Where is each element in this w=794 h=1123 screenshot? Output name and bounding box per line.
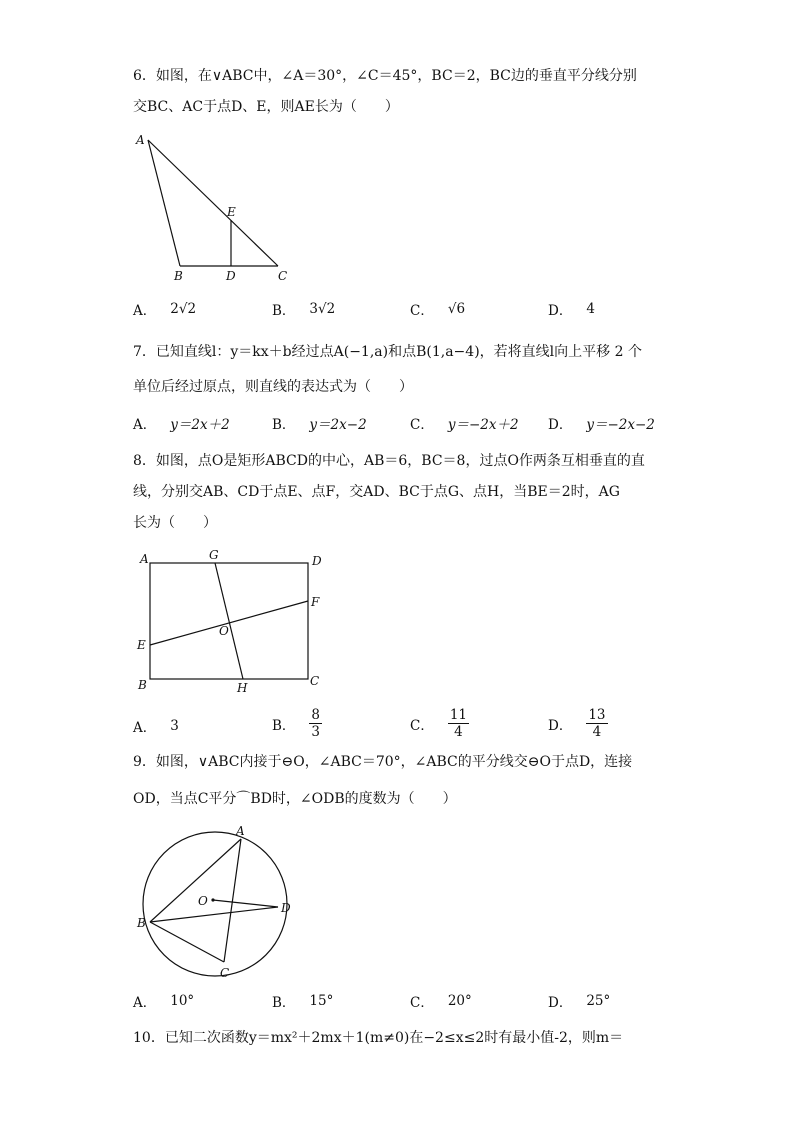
fraction: $\frac{11}{4}$ <box>449 707 468 740</box>
fraction: $\frac{13}{4}$ <box>588 707 606 740</box>
q6-option-b[interactable]: B． 3√2 <box>272 301 336 319</box>
q9-stem-line1: 9．如图，∨ABC内接于⊖O，∠ABC＝70°，∠ABC的平分线交⊖O于点D，连接 <box>133 754 633 770</box>
q6-option-c[interactable]: C． √6 <box>410 301 466 319</box>
q7-option-d[interactable]: D． y＝−2x−2 <box>548 417 655 433</box>
q8-stem-line3: 长为（ ） <box>133 515 217 531</box>
q6-stem-line2: 交BC、AC于点D、E，则AE长为（ ） <box>133 99 399 115</box>
q6-label-a: A <box>136 133 145 147</box>
q9-option-b[interactable]: B． 15° <box>272 993 334 1011</box>
q6-label-c: C <box>278 269 288 283</box>
q9-label-d: D <box>281 901 291 915</box>
q9-stem-line2: OD，当点C平分⌒BD时，∠ODB的度数为（ ） <box>133 791 457 807</box>
q7-stem-line2: 单位后经过原点，则直线的表达式为（ ） <box>133 379 413 395</box>
q7-option-c[interactable]: C． y＝−2x＋2 <box>410 417 519 433</box>
q8-label-a: A <box>140 552 149 566</box>
q8-rectangle-figure <box>130 548 330 698</box>
q8-option-d[interactable]: D． $\frac{13}{4}$ <box>548 707 606 740</box>
q7-option-b[interactable]: B． y＝2x−2 <box>272 417 367 433</box>
q8-option-c[interactable]: C． $\frac{11}{4}$ <box>410 707 468 740</box>
q9-label-a: A <box>236 824 245 838</box>
fraction: $\frac{8}{3}$ <box>311 707 321 740</box>
q6-options <box>133 299 693 323</box>
q6-stem-line1: 6．如图，在∨ABC中，∠A＝30°，∠C＝45°，BC＝2，BC边的垂直平分线分别 <box>133 68 637 84</box>
q8-option-a[interactable]: A． 3 <box>133 718 179 736</box>
q9-label-b: B <box>137 916 146 930</box>
q9-option-c[interactable]: C． 20° <box>410 993 472 1011</box>
q9-options <box>133 991 693 1015</box>
q8-label-b: B <box>138 678 147 692</box>
q7-stem-line1: 7．已知直线l：y＝kx＋b经过点A(−1,a)和点B(1,a−4)，若将直线l向上平移 2 个 <box>133 344 642 360</box>
q8-label-e: E <box>137 638 146 652</box>
q8-label-d: D <box>312 554 322 568</box>
q9-option-a[interactable]: A． 10° <box>133 993 195 1011</box>
q6-label-e: E <box>227 205 236 219</box>
q8-label-g: G <box>209 548 219 562</box>
q8-label-f: F <box>311 595 320 609</box>
q7-option-a[interactable]: A． y＝2x＋2 <box>133 417 230 433</box>
q8-option-b[interactable]: B． $\frac{8}{3}$ <box>272 707 321 740</box>
q6-option-a[interactable]: A． 2√2 <box>133 301 197 319</box>
q8-options <box>133 707 693 747</box>
q6-label-b: B <box>174 269 183 283</box>
q6-label-d: D <box>226 269 236 283</box>
q9-option-d[interactable]: D． 25° <box>548 993 611 1011</box>
q10-stem-line1: 10．已知二次函数y＝mx²＋2mx＋1(m≠0)在−2≤x≤2时有最小值-2，则m＝ <box>133 1030 624 1046</box>
q8-label-h: H <box>237 681 248 695</box>
q6-option-d[interactable]: D． 4 <box>548 301 595 319</box>
q8-stem-line2: 线，分别交AB、CD于点E、点F，交AD、BC于点G、点H，当BE＝2时，AG <box>133 484 620 500</box>
q9-label-c: C <box>220 966 230 980</box>
q8-label-o: O <box>219 624 229 638</box>
q7-options <box>133 413 693 437</box>
q8-label-c: C <box>310 674 320 688</box>
q9-label-o: O <box>198 894 208 908</box>
q9-circle-figure <box>130 820 310 985</box>
q6-triangle-figure <box>130 128 300 288</box>
q8-stem-line1: 8．如图，点O是矩形ABCD的中心，AB＝6，BC＝8，过点O作两条互相垂直的直 <box>133 453 645 469</box>
